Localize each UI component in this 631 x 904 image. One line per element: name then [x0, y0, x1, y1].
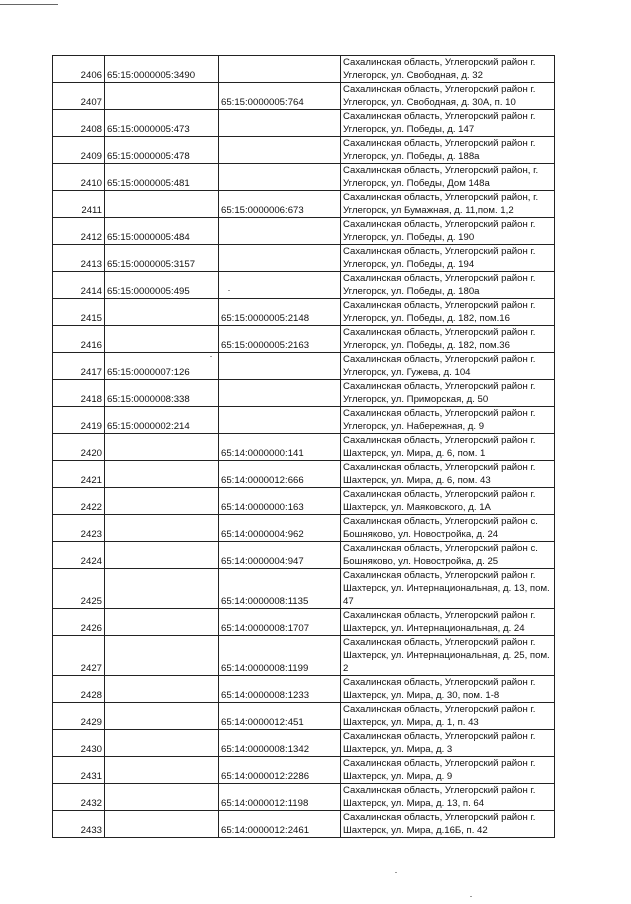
address-cell [341, 353, 555, 380]
cadastral-number-land [105, 488, 219, 515]
address-line: Углегорск, ул. Приморская, д. 50 [343, 394, 489, 405]
address-cell [341, 609, 555, 636]
cadastral-number-land: 65:15:0000005:3157 [105, 245, 219, 272]
address-line: Шахтерск, ул. Интернациональная, д. 25, пом. [343, 650, 550, 661]
row-number: 2425 [53, 569, 105, 609]
address-cell [341, 137, 555, 164]
address-line: Сахалинская область, Углегорский район г. [343, 570, 536, 581]
address-line: Сахалинская область, Углегорский район г. [343, 610, 536, 621]
address-line: Сахалинская область, Углегорский район г. [343, 219, 536, 230]
address-line: Сахалинская область, Углегорский район, г. [343, 192, 539, 203]
address-line: Сахалинская область, Углегорский район г. [343, 111, 536, 122]
address-line: 2 [343, 663, 349, 674]
table-row [53, 326, 555, 353]
cadastral-number-land [105, 811, 219, 838]
address-cell [341, 56, 555, 83]
cadastral-number-land: 65:15:0000005:3490 [105, 56, 219, 83]
cadastral-number-premises: 65:15:0000005:2148 [219, 299, 341, 326]
address-line: Сахалинская область, Углегорский район г. [343, 758, 536, 769]
address-line: Углегорск, ул. Свободная, д. 32 [343, 70, 483, 81]
row-number: 2413 [53, 245, 105, 272]
table-row [53, 110, 555, 137]
cadastral-number-premises [219, 137, 341, 164]
address-line: Сахалинская область, Углегорский район, г. [343, 165, 539, 176]
address-line: Шахтерск, ул. Мира, д.16Б, п. 42 [343, 825, 488, 836]
cadastral-number-land [105, 191, 219, 218]
cadastral-number-land [105, 636, 219, 676]
cadastral-number-land [105, 461, 219, 488]
address-line: Сахалинская область, Углегорский район г. [343, 246, 536, 257]
address-line: Сахалинская область, Углегорский район г. [343, 327, 536, 338]
cadastral-number-premises [219, 407, 341, 434]
cadastral-number-land: 65:15:0000005:478 [105, 137, 219, 164]
address-line: 47 [343, 596, 354, 607]
address-line: Углегорск, ул. Свободная, д. 30А, п. 10 [343, 97, 516, 108]
table-row [53, 353, 555, 380]
row-number: 2422 [53, 488, 105, 515]
address-line: Углегорск, ул. Победы, д. 194 [343, 259, 475, 270]
address-line: Углегорск, ул. Победы, д. 182, пом.16 [343, 313, 510, 324]
cadastral-number-land: 65:15:0000005:473 [105, 110, 219, 137]
cadastral-number-premises: 65:14:0000012:2286 [219, 757, 341, 784]
address-cell [341, 326, 555, 353]
cadastral-number-land [105, 703, 219, 730]
row-number: 2421 [53, 461, 105, 488]
row-number: 2417 [53, 353, 105, 380]
address-line: Сахалинская область, Углегорский район г. [343, 462, 536, 473]
address-cell [341, 757, 555, 784]
cadastral-number-land [105, 676, 219, 703]
property-registry-table [52, 55, 555, 838]
scan-speck [228, 290, 230, 291]
table-row [53, 636, 555, 676]
cadastral-number-premises: 65:15:0000005:2163 [219, 326, 341, 353]
address-line: Сахалинская область, Углегорский район г. [343, 273, 536, 284]
table-row [53, 245, 555, 272]
row-number: 2418 [53, 380, 105, 407]
address-cell [341, 245, 555, 272]
address-cell [341, 164, 555, 191]
row-number: 2412 [53, 218, 105, 245]
row-number: 2410 [53, 164, 105, 191]
row-number: 2411 [53, 191, 105, 218]
address-line: Сахалинская область, Углегорский район г. [343, 138, 536, 149]
cadastral-number-premises: 65:14:0000008:1199 [219, 636, 341, 676]
address-line: Сахалинская область, Углегорский район г. [343, 677, 536, 688]
table-row [53, 515, 555, 542]
address-line: Сахалинская область, Углегорский район г. [343, 381, 536, 392]
cadastral-number-land: 65:15:0000005:481 [105, 164, 219, 191]
row-number: 2409 [53, 137, 105, 164]
cadastral-number-premises: 65:15:0000005:764 [219, 83, 341, 110]
table-row [53, 83, 555, 110]
row-number: 2407 [53, 83, 105, 110]
address-cell [341, 272, 555, 299]
table-row [53, 703, 555, 730]
cadastral-number-premises [219, 272, 341, 299]
cadastral-number-premises: 65:14:0000004:947 [219, 542, 341, 569]
address-line: Шахтерск, ул. Мира, д. 3 [343, 744, 453, 755]
cadastral-number-premises [219, 110, 341, 137]
row-number: 2426 [53, 609, 105, 636]
address-line: Углегорск, ул. Гужева, д. 104 [343, 367, 471, 378]
table-row [53, 461, 555, 488]
address-cell [341, 299, 555, 326]
row-number: 2424 [53, 542, 105, 569]
address-cell [341, 191, 555, 218]
cadastral-number-premises: 65:14:0000012:451 [219, 703, 341, 730]
cadastral-number-land [105, 434, 219, 461]
address-line: Бошняково, ул. Новостройка, д. 24 [343, 529, 499, 540]
address-cell [341, 811, 555, 838]
table-row [53, 272, 555, 299]
registry-body [53, 56, 555, 838]
address-line: Шахтерск, ул. Мира, д. 6, пом. 43 [343, 475, 491, 486]
address-line: Сахалинская область, Углегорский район г. [343, 354, 536, 365]
cadastral-number-land: 65:15:0000002:214 [105, 407, 219, 434]
address-line: Шахтерск, ул. Мира, д. 1, п. 43 [343, 717, 479, 728]
address-line: Углегорск, ул. Набережная, д. 9 [343, 421, 485, 432]
address-line: Сахалинская область, Углегорский район г. [343, 300, 536, 311]
address-cell [341, 434, 555, 461]
table-row [53, 569, 555, 609]
cadastral-number-premises: 65:14:0000008:1707 [219, 609, 341, 636]
cadastral-number-land [105, 515, 219, 542]
cadastral-number-land [105, 609, 219, 636]
cadastral-number-premises [219, 218, 341, 245]
address-line: Бошняково, ул. Новостройка, д. 25 [343, 556, 499, 567]
row-number: 2414 [53, 272, 105, 299]
address-cell [341, 636, 555, 676]
cadastral-number-land [105, 542, 219, 569]
table-row [53, 56, 555, 83]
cadastral-number-land [105, 326, 219, 353]
cadastral-number-land [105, 730, 219, 757]
cadastral-number-land [105, 757, 219, 784]
table-row [53, 191, 555, 218]
scan-speck [395, 872, 397, 873]
address-line: Углегорск, ул. Победы, д. 188а [343, 151, 480, 162]
address-line: Шахтерск, ул. Маяковского, д. 1А [343, 502, 491, 513]
address-line: Шахтерск, ул. Интернациональная, д. 24 [343, 623, 525, 634]
table-row [53, 137, 555, 164]
cadastral-number-land: 65:15:0000005:495 [105, 272, 219, 299]
address-cell [341, 110, 555, 137]
address-line: Сахалинская область, Углегорский район г. [343, 704, 536, 715]
row-number: 2416 [53, 326, 105, 353]
address-line: Сахалинская область, Углегорский район с. [343, 543, 538, 554]
address-line: Сахалинская область, Углегорский район г. [343, 812, 536, 823]
table-row [53, 811, 555, 838]
scan-speck [470, 896, 472, 897]
address-cell [341, 542, 555, 569]
cadastral-number-premises: 65:14:0000000:141 [219, 434, 341, 461]
row-number: 2430 [53, 730, 105, 757]
address-line: Углегорск, ул. Победы, д. 147 [343, 124, 475, 135]
address-cell [341, 380, 555, 407]
table-row [53, 407, 555, 434]
cadastral-number-premises: 65:14:0000008:1135 [219, 569, 341, 609]
address-line: Сахалинская область, Углегорский район г. [343, 57, 536, 68]
row-number: 2406 [53, 56, 105, 83]
cadastral-number-premises: 65:14:0000004:962 [219, 515, 341, 542]
cadastral-number-premises: 65:15:0000006:673 [219, 191, 341, 218]
address-line: Сахалинская область, Углегорский район г. [343, 84, 536, 95]
cadastral-number-premises: 65:14:0000012:666 [219, 461, 341, 488]
row-number: 2419 [53, 407, 105, 434]
address-cell [341, 676, 555, 703]
address-line: Шахтерск, ул. Мира, д. 13, п. 64 [343, 798, 485, 809]
cadastral-number-premises [219, 56, 341, 83]
table-row [53, 542, 555, 569]
address-cell [341, 515, 555, 542]
address-cell [341, 730, 555, 757]
address-cell [341, 703, 555, 730]
address-line: Шахтерск, ул. Интернациональная, д. 13, пом. [343, 583, 550, 594]
cadastral-number-premises [219, 380, 341, 407]
cadastral-number-premises: 65:14:0000008:1233 [219, 676, 341, 703]
row-number: 2423 [53, 515, 105, 542]
address-line: Шахтерск, ул. Мира, д. 9 [343, 771, 453, 782]
address-line: Сахалинская область, Углегорский район г. [343, 435, 536, 446]
table-row [53, 218, 555, 245]
address-line: Шахтерск, ул. Мира, д. 6, пом. 1 [343, 448, 486, 459]
address-line: Сахалинская область, Углегорский район г. [343, 489, 536, 500]
cadastral-number-land [105, 83, 219, 110]
cadastral-number-premises: 65:14:0000012:2461 [219, 811, 341, 838]
address-line: Сахалинская область, Углегорский район с. [343, 516, 538, 527]
address-line: Углегорск, ул. Победы, д. 180а [343, 286, 480, 297]
table-row [53, 730, 555, 757]
row-number: 2433 [53, 811, 105, 838]
row-number: 2432 [53, 784, 105, 811]
address-cell [341, 407, 555, 434]
cadastral-number-land [105, 784, 219, 811]
cadastral-number-land [105, 569, 219, 609]
table-row [53, 757, 555, 784]
address-cell [341, 488, 555, 515]
address-line: Шахтерск, ул. Мира, д. 30, пом. 1-8 [343, 690, 500, 701]
address-line: Сахалинская область, Углегорский район г. [343, 637, 536, 648]
row-number: 2429 [53, 703, 105, 730]
row-number: 2427 [53, 636, 105, 676]
address-line: Сахалинская область, Углегорский район г. [343, 731, 536, 742]
row-number: 2431 [53, 757, 105, 784]
table-row [53, 299, 555, 326]
table-row [53, 488, 555, 515]
address-cell [341, 461, 555, 488]
table-row [53, 784, 555, 811]
row-number: 2415 [53, 299, 105, 326]
row-number: 2408 [53, 110, 105, 137]
table-row [53, 676, 555, 703]
cadastral-number-land: 65:15:0000007:126 [105, 353, 219, 380]
row-number: 2428 [53, 676, 105, 703]
cadastral-number-premises: 65:14:0000008:1342 [219, 730, 341, 757]
address-line: Сахалинская область, Углегорский район г. [343, 408, 536, 419]
row-number: 2420 [53, 434, 105, 461]
table-row [53, 164, 555, 191]
cadastral-number-land [105, 299, 219, 326]
cadastral-number-premises [219, 245, 341, 272]
table-row [53, 609, 555, 636]
cadastral-number-premises [219, 353, 341, 380]
top-rule [0, 4, 58, 5]
address-cell [341, 569, 555, 609]
address-line: Углегорск, ул. Победы, д. 190 [343, 232, 475, 243]
table-row [53, 434, 555, 461]
address-line: Углегорск, ул Бумажная, д. 11,пом. 1,2 [343, 205, 514, 216]
address-line: Углегорск, ул. Победы, д. 182, пом.36 [343, 340, 510, 351]
cadastral-number-premises: 65:14:0000000:163 [219, 488, 341, 515]
scan-speck [210, 356, 212, 357]
address-line: Углегорск, ул. Победы, Дом 148а [343, 178, 490, 189]
cadastral-number-land: 65:15:0000005:484 [105, 218, 219, 245]
table-row [53, 380, 555, 407]
cadastral-number-premises: 65:14:0000012:1198 [219, 784, 341, 811]
cadastral-number-land: 65:15:0000008:338 [105, 380, 219, 407]
address-cell [341, 218, 555, 245]
cadastral-number-premises [219, 164, 341, 191]
address-cell [341, 784, 555, 811]
address-line: Сахалинская область, Углегорский район г. [343, 785, 536, 796]
address-cell [341, 83, 555, 110]
